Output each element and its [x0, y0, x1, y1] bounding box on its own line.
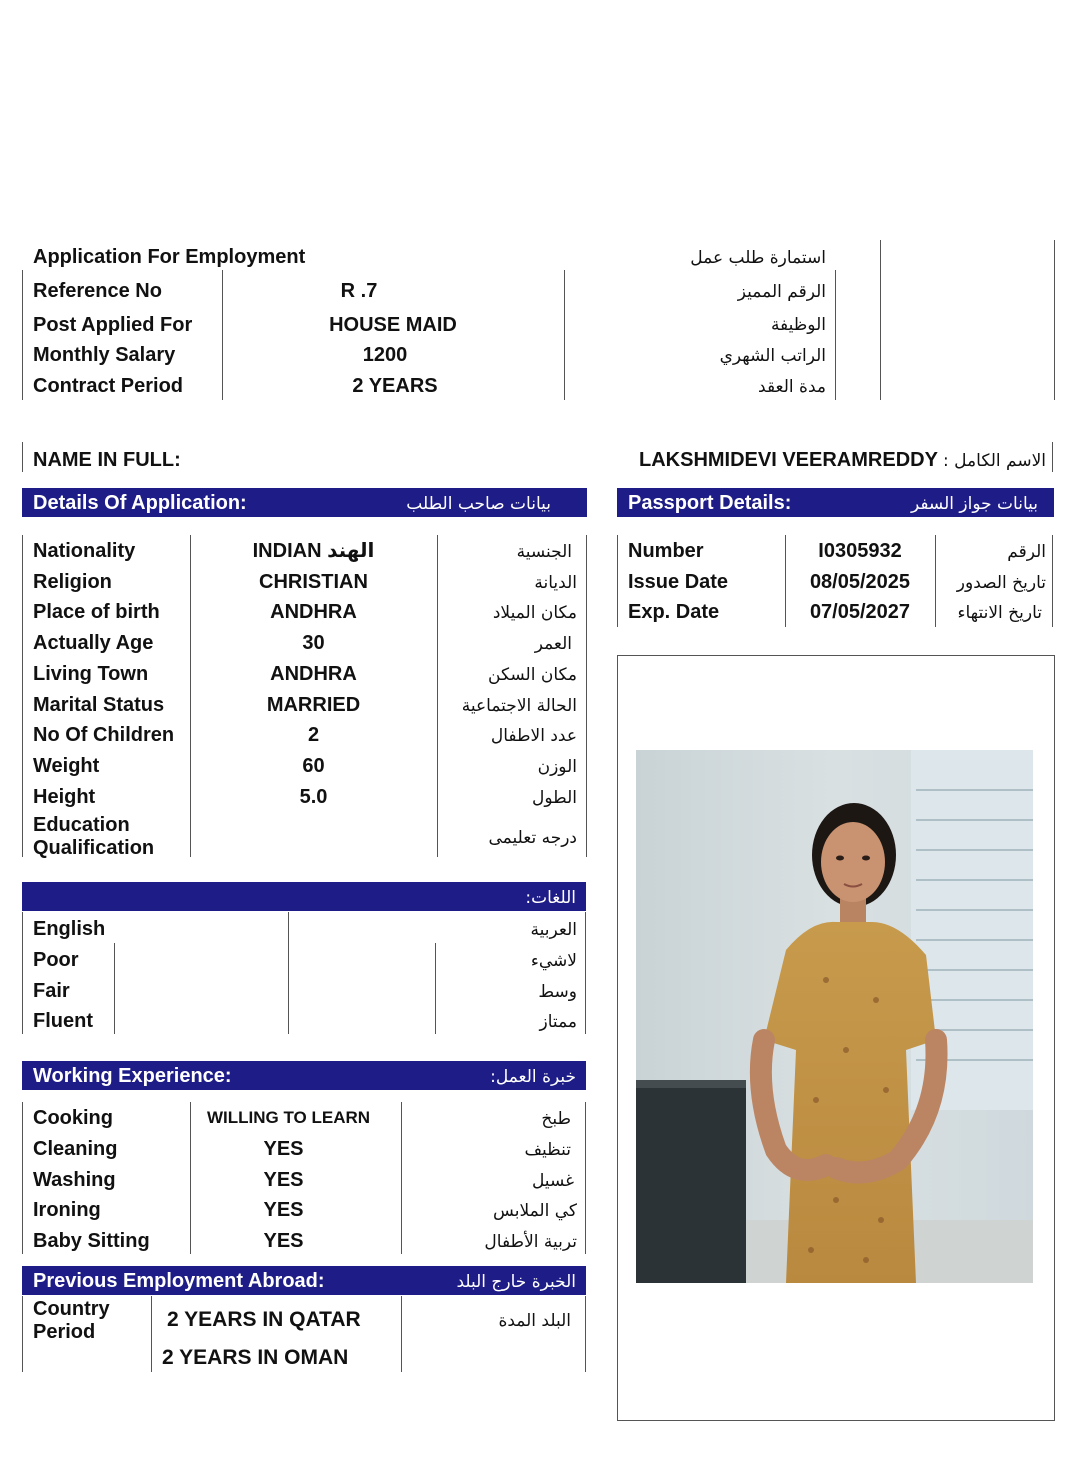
- header-border-left: [22, 270, 23, 400]
- passport-number-label-ar: الرقم: [1007, 542, 1046, 562]
- contract-label-ar: مدة العقد: [758, 377, 826, 397]
- marital-label-ar: الحالة الاجتماعية: [461, 696, 577, 716]
- passport-number-value: I0305932: [818, 540, 902, 562]
- cooking-label: Cooking: [33, 1107, 113, 1129]
- passport-expiry-label-ar: تاريخ الانتهاء: [957, 603, 1042, 623]
- app-border-left: [22, 535, 23, 857]
- lang-fair-label: Fair: [33, 980, 70, 1002]
- lang-border-col1: [288, 912, 289, 1034]
- age-label: Actually Age: [33, 632, 154, 654]
- cooking-ar: طبخ: [541, 1109, 571, 1129]
- nationality-label-ar: الجنسية: [516, 542, 572, 562]
- reference-label: Reference No: [33, 280, 162, 302]
- birthplace-label-ar: مكان الميلاد: [492, 603, 577, 623]
- children-label-ar: عدد الاطفال: [490, 726, 577, 746]
- abroad-heading-en: Previous Employment Abroad:: [33, 1270, 325, 1292]
- abroad-label-ar: البلد المدة: [498, 1311, 571, 1331]
- name-label-en: NAME IN FULL:: [33, 449, 181, 471]
- birthplace-label: Place of birth: [33, 601, 160, 623]
- post-label: Post Applied For: [33, 314, 193, 336]
- passport-issue-value: 08/05/2025: [809, 571, 911, 593]
- weight-label-ar: الوزن: [537, 757, 577, 777]
- passport-issue-label: Issue Date: [628, 571, 729, 593]
- abroad-label-line1: Country: [33, 1298, 110, 1320]
- application-heading-bar: [22, 488, 587, 517]
- age-label-ar: العمر: [534, 634, 572, 654]
- header-border-col4: [880, 270, 881, 400]
- birthplace-value: ANDHRA: [270, 601, 357, 623]
- application-heading-en: Details Of Application:: [33, 492, 247, 514]
- religion-label: Religion: [33, 571, 112, 593]
- washing-label: Washing: [33, 1169, 116, 1191]
- town-label: Living Town: [33, 663, 149, 685]
- header-border-right: [1054, 270, 1055, 400]
- applicant-photo-image: [636, 750, 1033, 1283]
- post-value: HOUSE MAID: [329, 314, 457, 336]
- cleaning-value: YES: [263, 1138, 304, 1160]
- header-divider-edge: [1054, 240, 1055, 270]
- lang-fluent-ar: ممتاز: [539, 1012, 577, 1032]
- babysitting-value: YES: [263, 1230, 304, 1252]
- education-label-line1: Education: [33, 814, 130, 836]
- exp-border-col2: [401, 1102, 402, 1254]
- name-label-ar: الاسم الكامل :: [943, 451, 1046, 471]
- abroad-heading-ar: الخبرة خارج البلد: [456, 1272, 576, 1292]
- weight-value: 60: [302, 755, 325, 777]
- abroad-border-col1: [151, 1296, 152, 1372]
- applicant-photo: [636, 750, 1033, 1283]
- height-label-ar: الطول: [532, 788, 577, 808]
- education-label-line2: Qualification: [33, 837, 155, 859]
- abroad-border-col2: [401, 1296, 402, 1372]
- abroad-border-left: [22, 1296, 23, 1372]
- nationality-label: Nationality: [33, 540, 136, 562]
- lang-fair-ar: وسط: [538, 982, 577, 1002]
- header-divider-right: [880, 240, 881, 270]
- application-heading-ar: بيانات صاحب الطلب: [406, 494, 551, 514]
- contract-label: Contract Period: [33, 375, 184, 397]
- babysitting-ar: تربية الأطفال: [484, 1232, 577, 1252]
- form-title-en: Application For Employment: [33, 246, 306, 268]
- experience-heading-en: Working Experience:: [33, 1065, 232, 1087]
- languages-heading-bar: [22, 882, 586, 911]
- children-label: No Of Children: [33, 724, 175, 746]
- height-label: Height: [33, 786, 96, 808]
- children-value: 2: [307, 724, 320, 746]
- lang-border-right: [585, 912, 586, 1034]
- full-name-value: LAKSHMIDEVI VEERAMREDDY: [639, 449, 938, 471]
- lang-fluent-label: Fluent: [33, 1010, 93, 1032]
- cleaning-ar: تنظيف: [524, 1140, 571, 1160]
- abroad-value-qatar: 2 YEARS IN QATAR: [167, 1308, 361, 1331]
- passport-heading-ar: بيانات جواز السفر: [910, 494, 1038, 514]
- weight-label: Weight: [33, 755, 100, 777]
- post-label-ar: الوظيفة: [770, 315, 826, 335]
- lang-english-ar: العربية: [530, 920, 577, 940]
- abroad-heading-bar: [22, 1266, 586, 1295]
- reference-value: R .7: [340, 280, 378, 302]
- passport-issue-label-ar: تاريخ الصدور: [956, 573, 1046, 593]
- lang-border-col2: [114, 943, 115, 1034]
- abroad-border-right: [585, 1296, 586, 1372]
- religion-value: CHRISTIAN: [259, 571, 368, 593]
- cleaning-label: Cleaning: [33, 1138, 118, 1160]
- name-border-left: [22, 442, 23, 472]
- passport-expiry-label: Exp. Date: [628, 601, 720, 623]
- salary-label: Monthly Salary: [33, 344, 176, 366]
- babysitting-label: Baby Sitting: [33, 1230, 150, 1252]
- app-border-right: [586, 535, 587, 857]
- header-border-col3: [835, 270, 836, 400]
- form-title-ar: استمارة طلب عمل: [690, 248, 826, 268]
- washing-value: YES: [263, 1169, 304, 1191]
- abroad-value-oman: 2 YEARS IN OMAN: [162, 1346, 349, 1369]
- passport-heading-bar: [617, 488, 1054, 517]
- marital-value: MARRIED: [266, 694, 361, 716]
- app-border-col2: [437, 535, 438, 857]
- lang-border-col3: [435, 943, 436, 1034]
- name-border-right: [1052, 442, 1053, 472]
- nationality-value: INDIAN الهند: [252, 540, 375, 562]
- passport-heading-en: Passport Details:: [628, 492, 792, 514]
- lang-border-left: [22, 912, 23, 1034]
- cooking-value: WILLING TO LEARN: [206, 1108, 371, 1127]
- town-label-ar: مكان السكن: [488, 665, 577, 685]
- ironing-value: YES: [263, 1199, 304, 1221]
- town-value: ANDHRA: [270, 663, 357, 685]
- passport-number-label: Number: [628, 540, 704, 562]
- height-value: 5.0: [299, 786, 328, 808]
- passport-expiry-value: 07/05/2027: [809, 601, 911, 623]
- marital-label: Marital Status: [33, 694, 165, 716]
- washing-ar: غسيل: [531, 1171, 574, 1191]
- lang-poor-ar: لاشيء: [530, 951, 577, 971]
- contract-value: 2 YEARS: [352, 375, 438, 397]
- exp-border-left: [22, 1102, 23, 1254]
- passport-border-right: [1052, 535, 1053, 627]
- passport-border-col2: [935, 535, 936, 627]
- education-label-ar: درجه تعليمى: [488, 828, 577, 848]
- age-value: 30: [302, 632, 325, 654]
- languages-heading-ar: اللغات:: [525, 888, 576, 908]
- salary-value: 1200: [362, 344, 408, 366]
- experience-heading-ar: خبرة العمل:: [490, 1067, 576, 1087]
- passport-border-left: [617, 535, 618, 627]
- salary-label-ar: الراتب الشهري: [719, 346, 826, 366]
- abroad-label-line2: Period: [33, 1321, 96, 1343]
- ironing-ar: كي الملابس: [493, 1201, 577, 1221]
- lang-english-label: English: [33, 918, 106, 940]
- ironing-label: Ironing: [33, 1199, 101, 1221]
- experience-heading-bar: [22, 1061, 586, 1090]
- religion-label-ar: الديانة: [534, 573, 577, 593]
- reference-label-ar: الرقم المميز: [737, 282, 826, 302]
- exp-border-right: [585, 1102, 586, 1254]
- lang-poor-label: Poor: [33, 949, 79, 971]
